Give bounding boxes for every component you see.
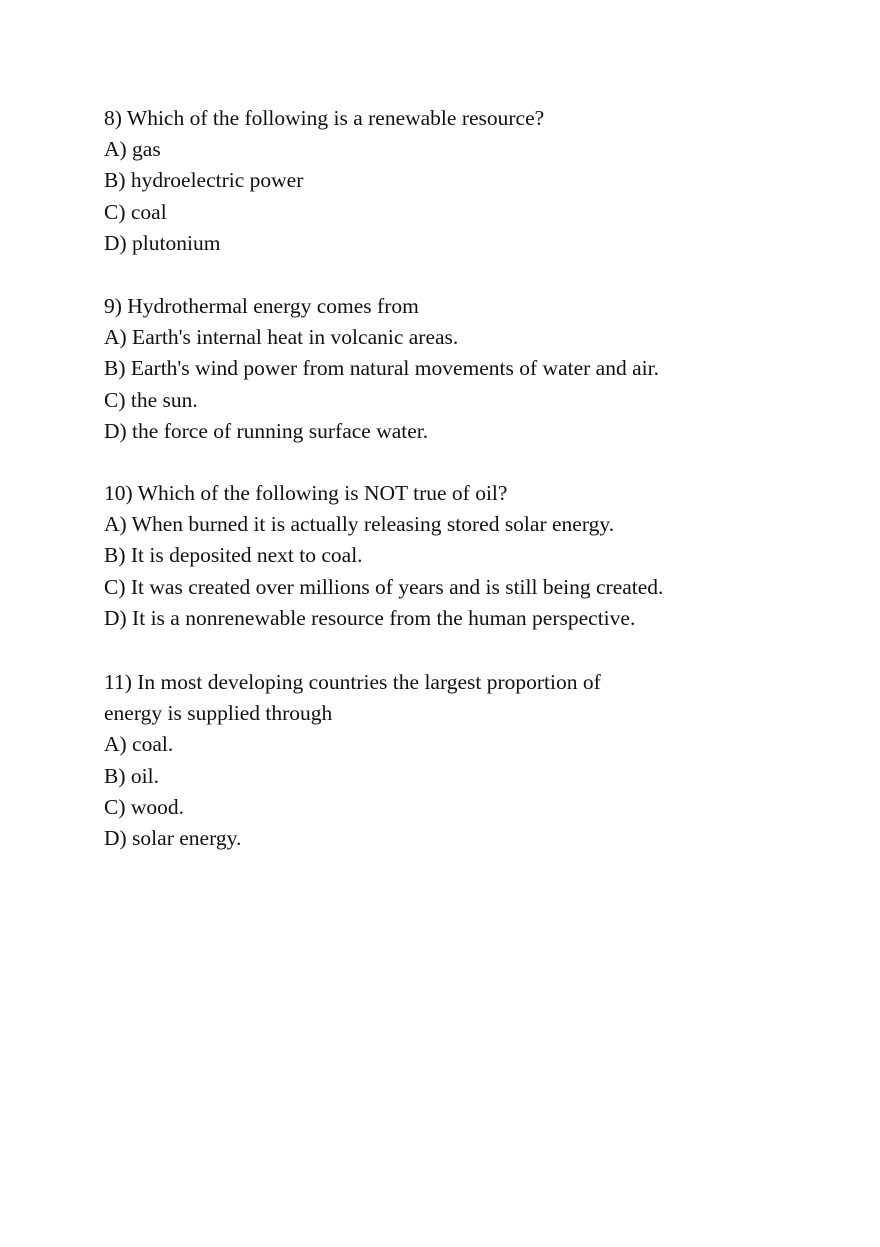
option-c: C) It was created over millions of years and is still being created. [104, 574, 664, 599]
option-a: A) coal. [104, 732, 174, 757]
question-10 [104, 478, 764, 634]
option-a: A) When burned it is actually releasing stored solar energy. [104, 512, 615, 537]
option-d: D) plutonium [104, 230, 221, 255]
option-b: B) Earth's wind power from natural movements of water and air. [104, 356, 659, 381]
option-c: C) the sun. [104, 387, 198, 412]
option-a: A) Earth's internal heat in volcanic areas. [104, 325, 459, 350]
option-d: D) It is a nonrenewable resource from the human perspective. [104, 605, 636, 630]
question-stem: 11) In most developing countries the largest proportion of [104, 670, 601, 694]
option-c: C) coal [104, 199, 167, 224]
option-a: A) gas [104, 137, 161, 162]
question-stem: 10) Which of the following is NOT true of oil? [104, 481, 508, 505]
option-b: B) hydroelectric power [104, 168, 304, 193]
question-11 [104, 667, 764, 854]
option-b: B) It is deposited next to coal. [104, 543, 363, 568]
option-d: D) the force of running surface water. [104, 418, 429, 443]
question-stem-continued: energy is supplied through [104, 701, 333, 726]
question-stem: 8) Which of the following is a renewable resource? [104, 106, 545, 130]
option-b: B) oil. [104, 763, 159, 788]
option-c: C) wood. [104, 794, 185, 819]
question-8 [104, 103, 764, 259]
question-9 [104, 291, 764, 447]
question-stem: 9) Hydrothermal energy comes from [104, 294, 419, 318]
option-d: D) solar energy. [104, 825, 242, 850]
